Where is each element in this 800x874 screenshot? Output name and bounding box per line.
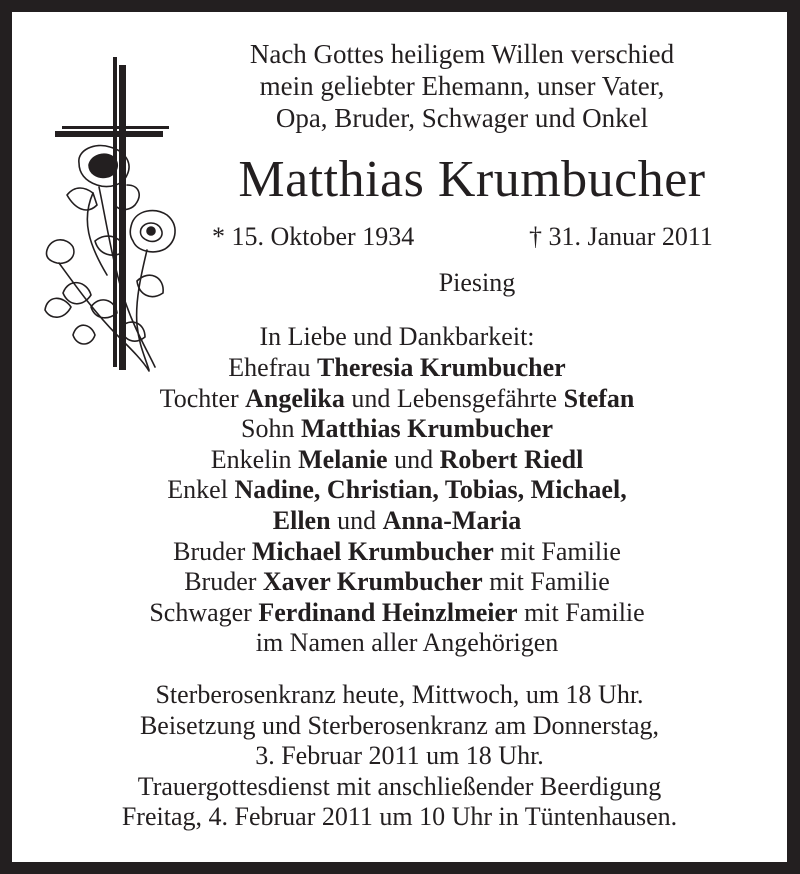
ceremony-line: 3. Februar 2011 um 18 Uhr. xyxy=(255,741,544,770)
mourner-relation: Tochter xyxy=(159,384,246,413)
mourner-relation: mit Familie xyxy=(493,537,621,566)
mourner-name: Nadine, Christian, Tobias, Michael, xyxy=(234,475,627,504)
mourner-relation: mit Familie xyxy=(482,567,610,596)
intro-line: Nach Gottes heiligem Willen verschied xyxy=(249,39,675,69)
mourners-heading: In Liebe und Dankbarkeit: xyxy=(259,322,535,351)
mourner-relation: Bruder xyxy=(184,567,263,596)
obituary-notice xyxy=(12,12,787,862)
mourner-relation: und xyxy=(387,445,440,474)
mourner-name: Theresia Krumbucher xyxy=(317,353,566,382)
mourner-line xyxy=(47,384,747,415)
mourner-name: Robert Riedl xyxy=(439,445,584,474)
mourner-relation: Enkel xyxy=(167,475,235,504)
ceremony-line: Freitag, 4. Februar 2011 um 10 Uhr in Tüntenhausen. xyxy=(121,802,678,831)
birth-date: * 15. Oktober 1934 xyxy=(212,222,415,251)
mourner-name: Matthias Krumbucher xyxy=(300,414,553,443)
mourner-relation: Enkelin xyxy=(210,445,299,474)
mourner-relation: und Lebensgefährte xyxy=(344,384,564,413)
mourner-name: Melanie xyxy=(298,445,388,474)
ceremony-line: Beisetzung und Sterberosenkranz am Donnerstag, xyxy=(139,711,660,740)
mourner-relation: Bruder xyxy=(173,537,252,566)
mourner-relation: Schwager xyxy=(149,598,259,627)
mourner-name: Ellen xyxy=(272,506,331,535)
mourner-name: Stefan xyxy=(563,384,635,413)
mourner-line xyxy=(47,475,747,506)
mourner-relation: Ehefrau xyxy=(228,353,318,382)
deceased-name: Matthias Krumbucher xyxy=(238,151,706,208)
death-date: † 31. Januar 2011 xyxy=(529,222,713,251)
mourner-line xyxy=(57,628,757,659)
intro-line: mein geliebter Ehemann, unser Vater, xyxy=(259,71,665,101)
mourner-line xyxy=(47,445,747,476)
mourner-relation: im Namen aller Angehörigen xyxy=(255,628,559,657)
mourner-name: Anna-Maria xyxy=(382,506,522,535)
mourner-line xyxy=(47,506,747,537)
mourner-line xyxy=(47,353,747,384)
mourner-name: Ferdinand Heinzlmeier xyxy=(258,598,518,627)
mourner-line xyxy=(47,598,747,629)
mourner-line xyxy=(47,567,747,598)
mourner-line xyxy=(47,414,747,445)
mourner-name: Angelika xyxy=(245,384,345,413)
mourner-name: Xaver Krumbucher xyxy=(262,567,483,596)
mourner-relation: und xyxy=(330,506,383,535)
mourner-relation: mit Familie xyxy=(517,598,645,627)
mourner-line xyxy=(47,537,747,568)
intro-line: Opa, Bruder, Schwager und Onkel xyxy=(275,103,649,133)
mourner-name: Michael Krumbucher xyxy=(251,537,494,566)
ceremony-line: Sterberosenkranz heute, Mittwoch, um 18 Uhr. xyxy=(155,680,644,709)
ceremony-line: Trauergottesdienst mit anschließender Beerdigung xyxy=(137,772,662,801)
place: Piesing xyxy=(438,268,516,297)
mourner-relation: Sohn xyxy=(240,414,301,443)
